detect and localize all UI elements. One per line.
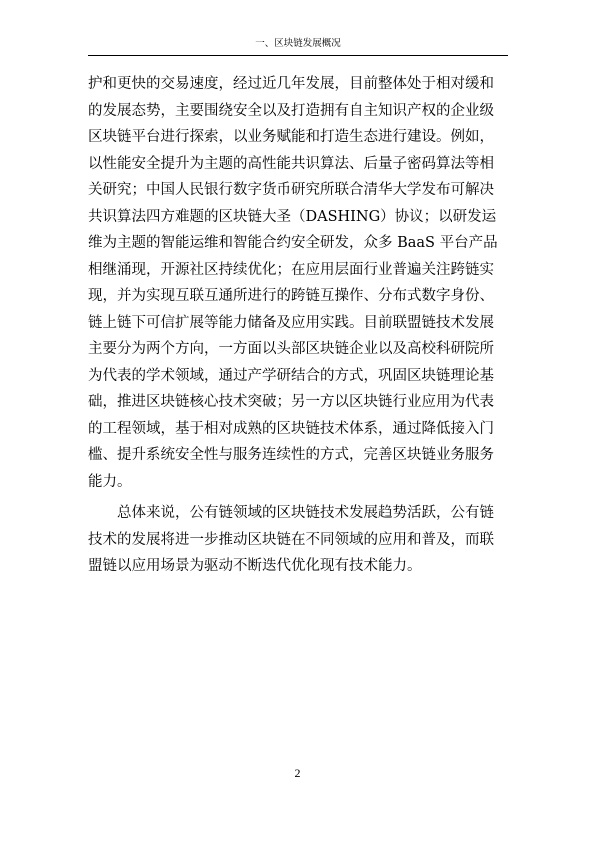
header-rule [88, 55, 508, 56]
text-line: 区块链平台进行探索，以业务赋能和打造生态进行建设。例如， [88, 129, 494, 145]
text-line: 共识算法四方难题的区块链大圣（DASHING）协议；以研发运 [88, 208, 497, 225]
text-line: 槛、提升系统安全性与服务连续性的方式，完善区块链业务服务 [88, 447, 494, 463]
text-line: 为代表的学术领域，通过产学研结合的方式，巩固区块链理论基 [88, 367, 494, 384]
text-line: 技术的发展将进一步推动区块链在不同领域的应用和普及，而联 [88, 531, 494, 548]
text-line: 以性能安全提升为主题的高性能共识算法、后量子密码算法等相 [88, 155, 494, 172]
text-line: 盟链以应用场景为驱动不断迭代优化现有技术能力。 [88, 558, 422, 574]
text-line: 的工程领域，基于相对成熟的区块链技术体系，通过降低接入门 [88, 420, 494, 437]
text-line: 链上链下可信扩展等能力储备及应用实践。目前联盟链技术发展 [88, 314, 494, 331]
text-line: 现，并为实现互联互通所进行的跨链互操作、分布式数字身份、 [88, 288, 494, 304]
page-number: 2 [294, 766, 301, 780]
text-line: 总体来说，公有链领域的区块链技术发展趋势活跃，公有链 [88, 505, 494, 521]
text-line: 相继涌现，开源社区持续优化；在应用层面行业普遍关注跨链实 [88, 261, 494, 278]
text-line: 维为主题的智能运维和智能合约安全研发，众多 BaaS 平台产品 [88, 235, 498, 251]
text-line: 护和更快的交易速度，经过近几年发展，目前整体处于相对缓和 [88, 76, 494, 92]
body-text [88, 71, 512, 580]
text-line: 能力。 [88, 473, 132, 490]
text-line: 的发展态势，主要围绕安全以及打造拥有自主知识产权的企业级 [88, 102, 494, 119]
text-line: 关研究；中国人民银行数字货币研究所联合清华大学发布可解决 [88, 182, 494, 198]
paragraph-1 [88, 71, 512, 495]
text-line: 主要分为两个方向，一方面以头部区块链企业以及高校科研院所 [88, 341, 494, 357]
text-line: 础，推进区块链核心技术突破；另一方以区块链行业应用为代表 [88, 394, 494, 410]
running-header: 一、区块链发展概况 [255, 38, 341, 49]
paragraph-2 [88, 500, 512, 580]
